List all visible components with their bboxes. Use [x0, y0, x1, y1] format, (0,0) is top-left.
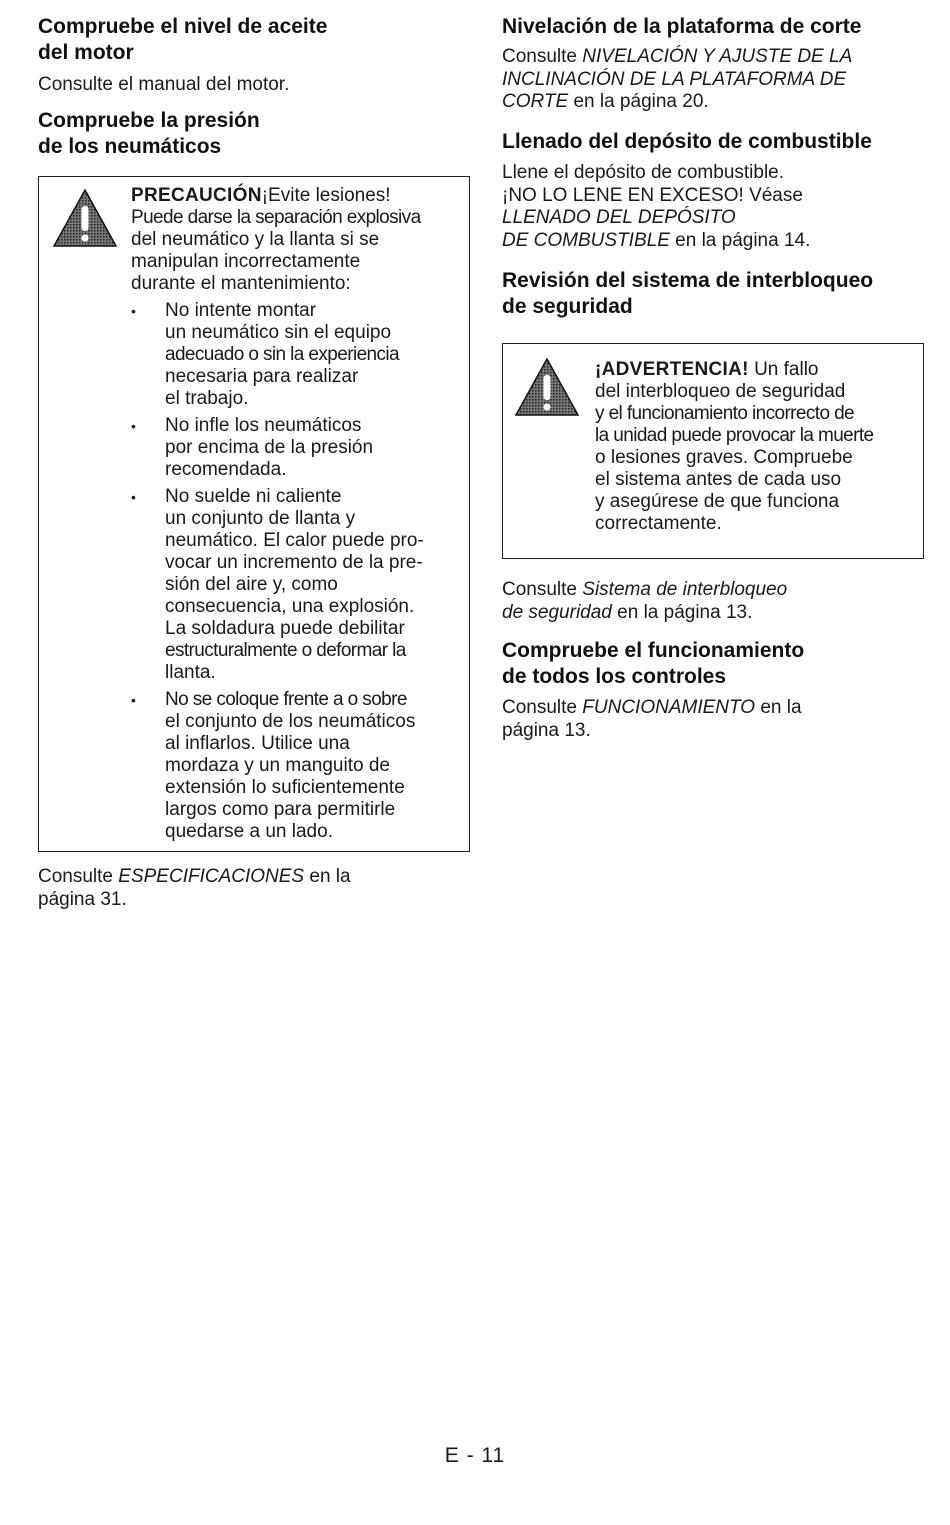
- list-item: • No intente montar un neumático sin el equipo adecuado o sin la experiencia necesaria para realizar el trabajo.: [131, 300, 461, 410]
- fuel-section-body: Llene el depósito de combustible. ¡NO LO LENE EN EXCESO! Véase LLENADO DEL DEPÓSITO DE COMBUSTIBLE en la página 14.: [502, 162, 811, 251]
- caution-bullet-list: [131, 300, 461, 843]
- warning-label: ¡ADVERTENCIA!: [595, 359, 749, 380]
- leveling-section-body: Consulte NIVELACIÓN Y AJUSTE DE LA INCLINACIÓN DE LA PLATAFORMA DE CORTE en la página 20.: [502, 46, 853, 112]
- list-item: • No suelde ni caliente un conjunto de llanta y neumático. El calor puede pro- vocar un incremento de la pre- sión del aire y, como consecuencia, una explosión. La soldadura puede debilitar estructuralmente o deformar la llanta.: [131, 486, 461, 684]
- interlock-section-title: Revisión del sistema de interbloqueo de seguridad: [502, 269, 874, 318]
- oil-section-body: Consulte el manual del motor.: [38, 74, 290, 95]
- tires-section-title: Compruebe la presión de los neumáticos: [38, 109, 260, 158]
- oil-section-title: Compruebe el nivel de aceite del motor: [38, 15, 328, 64]
- caution-box: [38, 176, 470, 852]
- list-item: • No infle los neumáticos por encima de la presión recomendada.: [131, 415, 461, 481]
- caution-label: PRECAUCIÓN: [131, 185, 262, 206]
- page-number: E - 11: [444, 1444, 506, 1467]
- tires-reference: Consulte ESPECIFICACIONES en la página 31.: [38, 866, 351, 910]
- controls-section-body: Consulte FUNCIONAMIENTO en la página 13.: [502, 697, 802, 741]
- warning-triangle-icon: [52, 188, 118, 248]
- warning-box: [502, 343, 924, 559]
- warning-text: ¡ADVERTENCIA! Un fallo del interbloqueo de seguridad y el funcionamiento incorrecto de la unidad puede provocar la muerte o lesiones graves. Compruebe el sistema antes de cada uso y asegúrese de que funciona correctamente.: [595, 359, 874, 534]
- list-item: • No se coloque frente a o sobre el conjunto de los neumáticos al inflarlos. Utilice una mordaza y un manguito de extensión lo suficientemente largos como para permitirle quedarse a un lado.: [131, 689, 461, 843]
- caution-text: PRECAUCIÓN¡Evite lesiones! Puede darse la separación explosiva del neumático y la llanta si se manipulan incorrectamente durante el mantenimiento: • No intente montar un neumático sin el equipo adecuado o sin la experiencia necesaria para realizar el trabajo. • No infle los neumáticos por encima de la presión recomendada. • No suelde ni caliente un conjunto de llanta y neumático. El calor puede pro- vocar un incremento de la pre- sión del aire y, como consecuencia, una explosión. La soldadura puede debilitar estructuralmente o deformar la llanta. • No se coloque frente a o sobre el conjunto de los neumáticos al inflarlos. Utilice una mordaza y un manguito de extensión lo suficientemente largos como para permitirle quedarse a un lado.: [131, 185, 461, 848]
- warning-triangle-icon: [514, 357, 580, 417]
- interlock-reference: Consulte Sistema de interbloqueo de seguridad en la página 13.: [502, 579, 788, 623]
- fuel-section-title: Llenado del depósito de combustible: [502, 130, 872, 153]
- controls-section-title: Compruebe el funcionamiento de todos los controles: [502, 639, 805, 688]
- leveling-section-title: Nivelación de la plataforma de corte: [502, 15, 862, 38]
